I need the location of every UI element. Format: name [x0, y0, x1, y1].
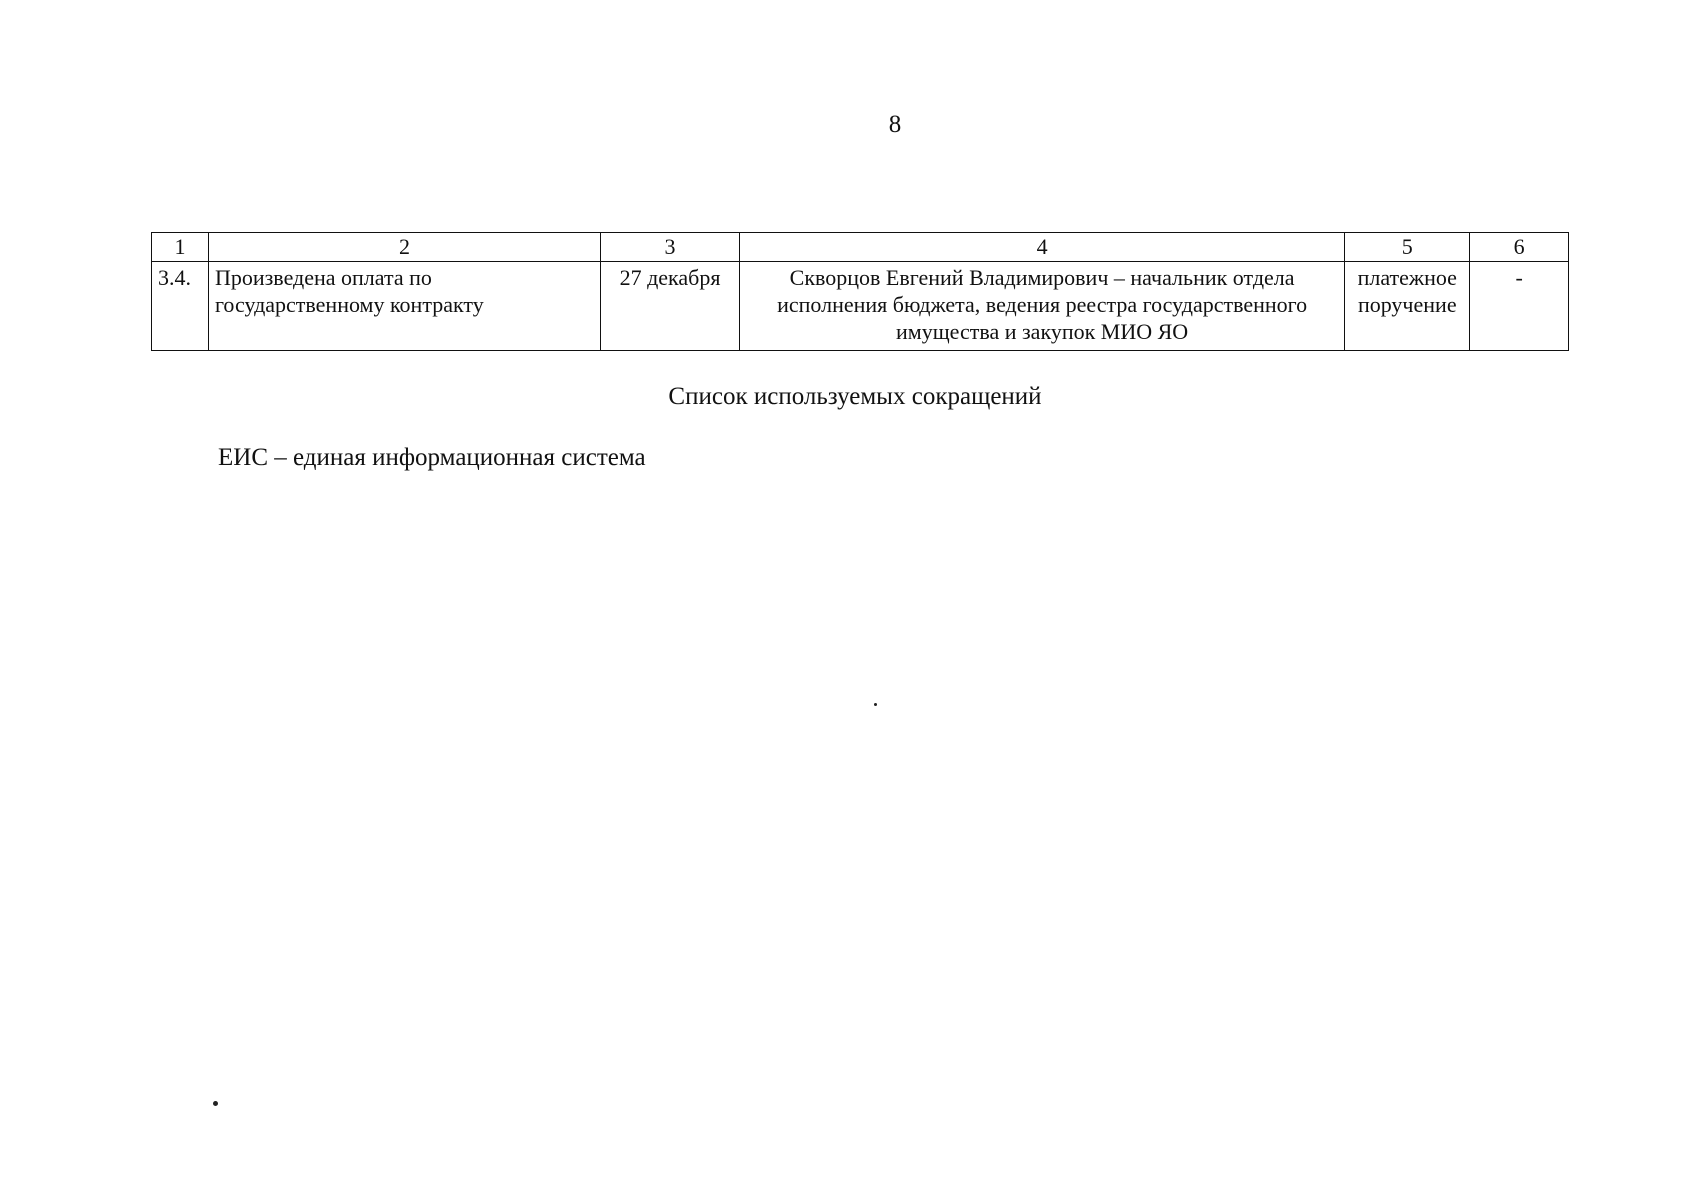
- row-number: 3.4.: [152, 262, 209, 351]
- header-cell-4: 4: [739, 233, 1344, 262]
- abbreviation-item: ЕИС – единая информационная система: [218, 444, 646, 471]
- header-cell-5: 5: [1345, 233, 1470, 262]
- row-date: 27 декабря: [601, 262, 740, 351]
- plan-table: [151, 232, 1569, 351]
- row-action: Произведена оплата по государственному контракту: [208, 262, 600, 351]
- header-cell-3: 3: [601, 233, 740, 262]
- row-responsible: Скворцов Евгений Владимирович – начальник отдела исполнения бюджета, ведения реестра государственного имущества и закупок МИО ЯО: [739, 262, 1344, 351]
- row-document: платежное поручение: [1345, 262, 1470, 351]
- scan-speck: [874, 703, 877, 706]
- scan-speck: [213, 1101, 218, 1106]
- header-cell-6: 6: [1470, 233, 1569, 262]
- table-header-row: [152, 233, 1569, 262]
- abbreviations-title: Список используемых сокращений: [668, 383, 1042, 410]
- table-row: [152, 262, 1569, 351]
- row-note: -: [1470, 262, 1569, 351]
- header-cell-1: 1: [152, 233, 209, 262]
- header-cell-2: 2: [208, 233, 600, 262]
- page-number: 8: [888, 111, 902, 138]
